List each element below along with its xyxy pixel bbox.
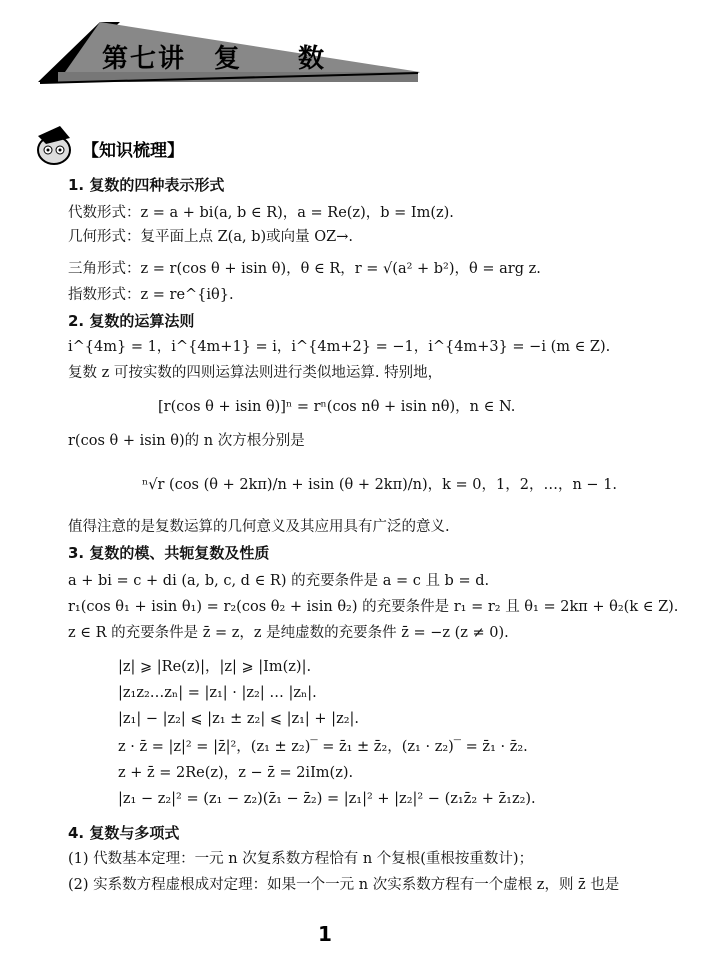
text-real-imaginary-condition: z ∈ R 的充要条件是 z̄ = z，z 是纯虚数的充要条件 z̄ = −z (z ≠ 0). [68,625,509,641]
chapter-header [0,0,704,95]
formula-modulus-product: |z₁z₂…zₙ| = |z₁| · |z₂| … |zₙ|. [118,685,317,701]
text-arithmetic-note: 复数 z 可按实数的四则运算法则进行类似地运算. 特别地， [68,365,443,381]
heading-operations: 2. 复数的运算法则 [68,312,195,330]
text-nth-roots-intro: r(cos θ + isin θ)的 n 次方根分别是 [68,433,305,449]
text-exponential-form: 指数形式：z = re^{iθ}. [68,287,234,303]
section-label: 【知识梳理】 [82,141,184,161]
heading-polynomials: 4. 复数与多项式 [68,824,180,842]
text-geometric-meaning: 值得注意的是复数运算的几何意义及其应用具有广泛的意义. [68,519,450,535]
text-algebraic-form: 代数形式：z = a + bi(a, b ∈ R)，a = Re(z)，b = Im(z). [68,205,454,221]
formula-triangle-inequality: |z₁| − |z₂| ⩽ |z₁ ± z₂| ⩽ |z₁| + |z₂|. [118,711,360,727]
heading-modulus-conjugate: 3. 复数的模、共轭复数及性质 [68,544,270,562]
text-trig-form: 三角形式：z = r(cos θ + isin θ)，θ ∈ R，r = √(a² + b²)，θ = arg z. [68,261,541,277]
formula-modulus-difference: |z₁ − z₂|² = (z₁ − z₂)(z̄₁ − z̄₂) = |z₁|² + |z₂|² − (z₁z̄₂ + z̄₁z₂). [118,791,536,807]
text-powers-of-i: i^{4m} = 1，i^{4m+1} = i，i^{4m+2} = −1，i^{4m+3} = −i (m ∈ Z). [68,339,611,355]
text-trig-equality-condition: r₁(cos θ₁ + isin θ₁) = r₂(cos θ₂ + isin θ₂) 的充要条件是 r₁ = r₂ 且 θ₁ = 2kπ + θ₂(k ∈ Z). [68,599,679,615]
heading-four-forms: 1. 复数的四种表示形式 [68,176,225,194]
chapter-title: 第七讲 复 数 [102,44,327,74]
text-equality-condition: a + bi = c + di (a, b, c, d ∈ R) 的充要条件是 a = c 且 b = d. [68,573,490,589]
section-heading [30,122,330,172]
page-number: 1 [318,922,332,946]
formula-de-moivre: [r(cos θ + isin θ)]ⁿ = rⁿ(cos nθ + isin nθ)，n ∈ N. [158,399,516,415]
formula-nth-roots: ⁿ√r (cos (θ + 2kπ)/n + isin (θ + 2kπ)/n)，k = 0，1，2，…，n − 1. [142,477,618,493]
formula-conjugate-sum: z + z̄ = 2Re(z)，z − z̄ = 2iIm(z). [118,765,354,781]
formula-conjugate-properties: z · z̄ = |z|² = |z̄|²，(z₁ ± z₂)‾ = z̄₁ ± z̄₂，(z₁ · z₂)‾ = z̄₁ · z̄₂. [118,739,528,755]
text-geometric-form: 几何形式：复平面上点 Z(a, b)或向量 OZ→. [68,229,353,245]
text-fundamental-theorem: (1) 代数基本定理：一元 n 次复系数方程恰有 n 个复根(重根按重数计)； [68,851,534,867]
mascot-icon [30,122,80,172]
formula-modulus-bounds: |z| ⩾ |Re(z)|，|z| ⩾ |Im(z)|. [118,659,312,675]
text-conjugate-root-theorem: (2) 实系数方程虚根成对定理：如果一个一元 n 次实系数方程有一个虚根 z，则 z̄ 也是 [68,877,620,893]
